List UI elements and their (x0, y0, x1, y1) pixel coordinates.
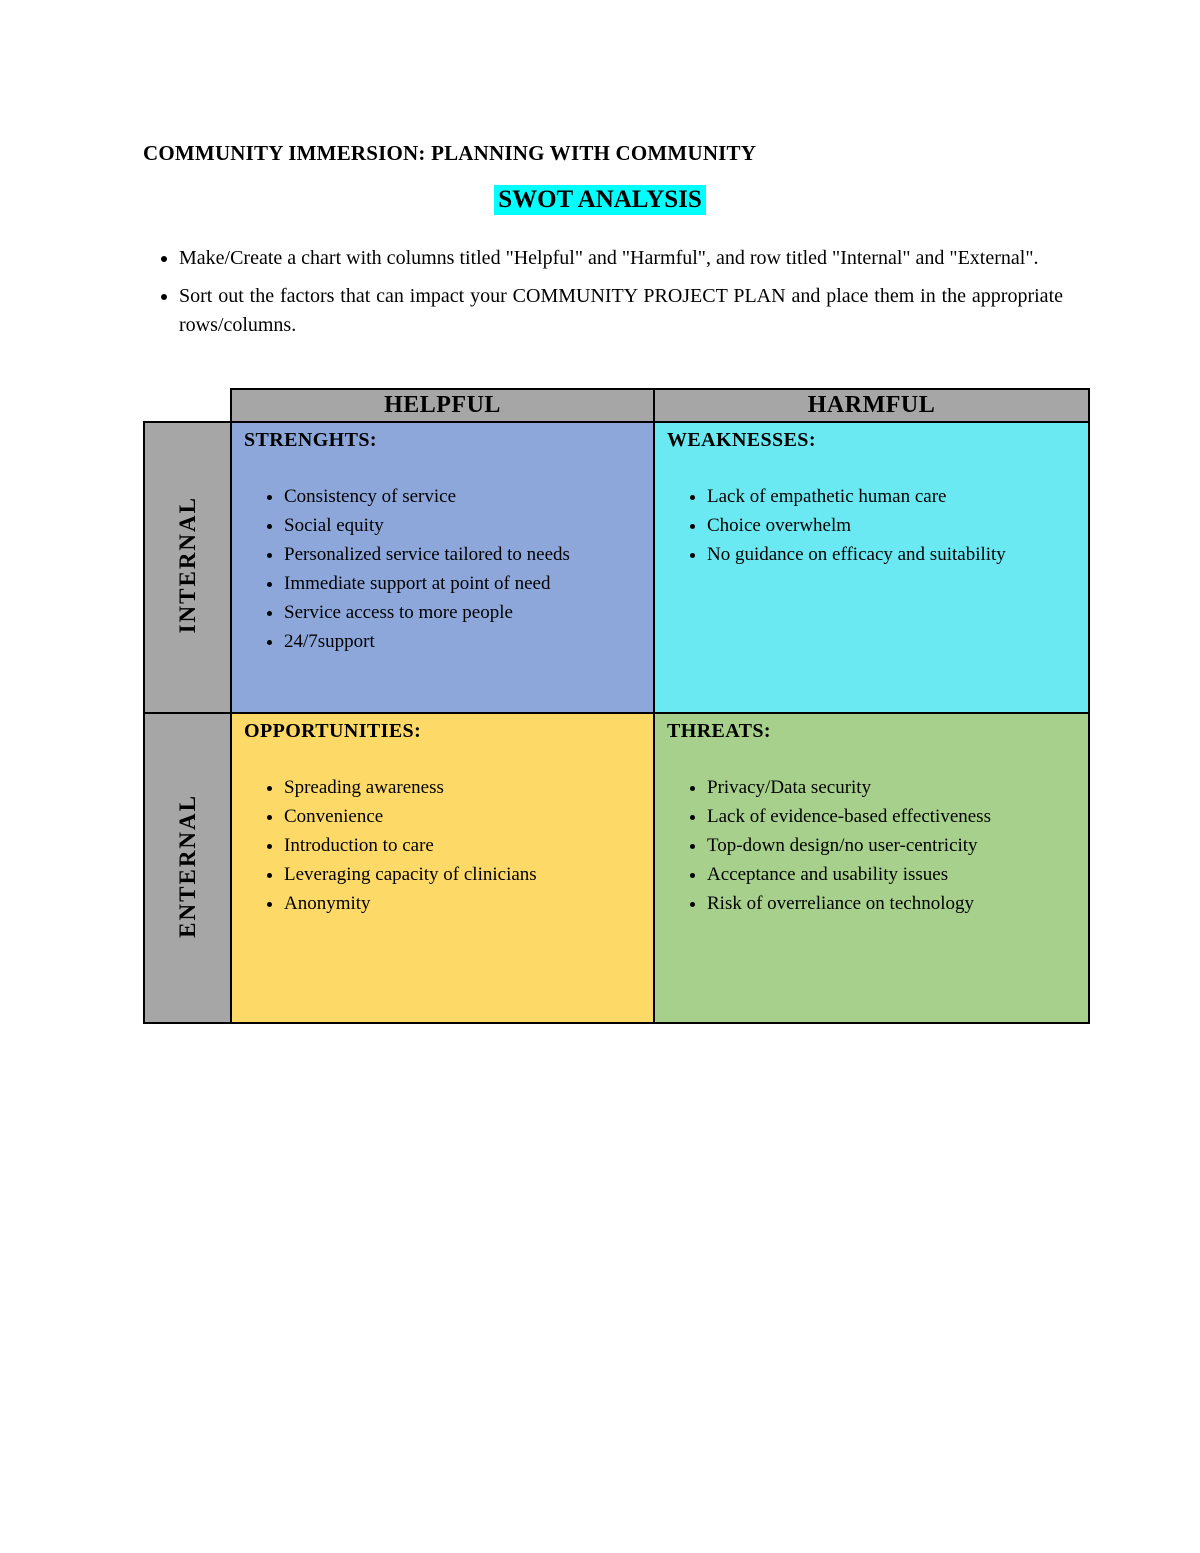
opportunities-cell (231, 713, 654, 1023)
row-header-internal-label: INTERNAL (174, 496, 200, 634)
threats-item: • Privacy/Data security (707, 773, 1078, 802)
opportunities-heading: OPPORTUNITIES: (244, 720, 422, 742)
threats-heading: THREATS: (667, 720, 771, 742)
opportunities-item: • Anonymity (284, 889, 643, 918)
strengths-item: • Consistency of service (284, 482, 643, 511)
threats-item: • Risk of overreliance on technology (707, 889, 1078, 918)
strengths-item: • 24/7support (284, 627, 643, 656)
swot-heading-row (0, 185, 1200, 215)
threats-item: • Lack of evidence-based effectiveness (707, 802, 1078, 831)
row-header-enternal-label: ENTERNAL (174, 793, 200, 938)
opportunities-item: • Convenience (284, 802, 643, 831)
swot-analysis-heading: SWOT ANALYSIS (494, 185, 706, 215)
column-header-helpful: HELPFUL (231, 389, 654, 422)
strengths-item: • Immediate support at point of need (284, 569, 643, 598)
strengths-list (244, 482, 643, 656)
swot-table (143, 388, 1090, 1024)
row-header-internal (144, 422, 231, 713)
weaknesses-item: • Lack of empathetic human care (707, 482, 1078, 511)
weaknesses-item: • Choice overwhelm (707, 511, 1078, 540)
weaknesses-heading: WEAKNESSES: (667, 429, 816, 451)
weaknesses-item: • No guidance on efficacy and suitability (707, 540, 1078, 569)
strengths-item: • Social equity (284, 511, 643, 540)
instructions-list (145, 244, 1063, 340)
instructions-block (145, 244, 1063, 349)
weaknesses-cell (654, 422, 1089, 713)
opportunities-item: • Introduction to care (284, 831, 643, 860)
threats-list (667, 773, 1078, 918)
strengths-item: • Service access to more people (284, 598, 643, 627)
row-header-enternal (144, 713, 231, 1023)
strengths-heading: STRENGHTS: (244, 429, 377, 451)
threats-item: • Top-down design/no user-centricity (707, 831, 1078, 860)
opportunities-list (244, 773, 643, 918)
document-title: COMMUNITY IMMERSION: PLANNING WITH COMMUNITY (143, 141, 757, 165)
opportunities-item: • Spreading awareness (284, 773, 643, 802)
weaknesses-list (667, 482, 1078, 569)
instruction-item: • Sort out the factors that can impact your COMMUNITY PROJECT PLAN and place them in the appropriate rows/columns. (179, 282, 1063, 340)
strengths-item: • Personalized service tailored to needs (284, 540, 643, 569)
opportunities-item: • Leveraging capacity of clinicians (284, 860, 643, 889)
strengths-cell (231, 422, 654, 713)
threats-cell (654, 713, 1089, 1023)
instruction-item: • Make/Create a chart with columns titled "Helpful" and "Harmful", and row titled "Internal" and "External". (179, 244, 1063, 273)
column-header-harmful: HARMFUL (654, 389, 1089, 422)
threats-item: • Acceptance and usability issues (707, 860, 1078, 889)
table-corner-empty (144, 389, 231, 422)
